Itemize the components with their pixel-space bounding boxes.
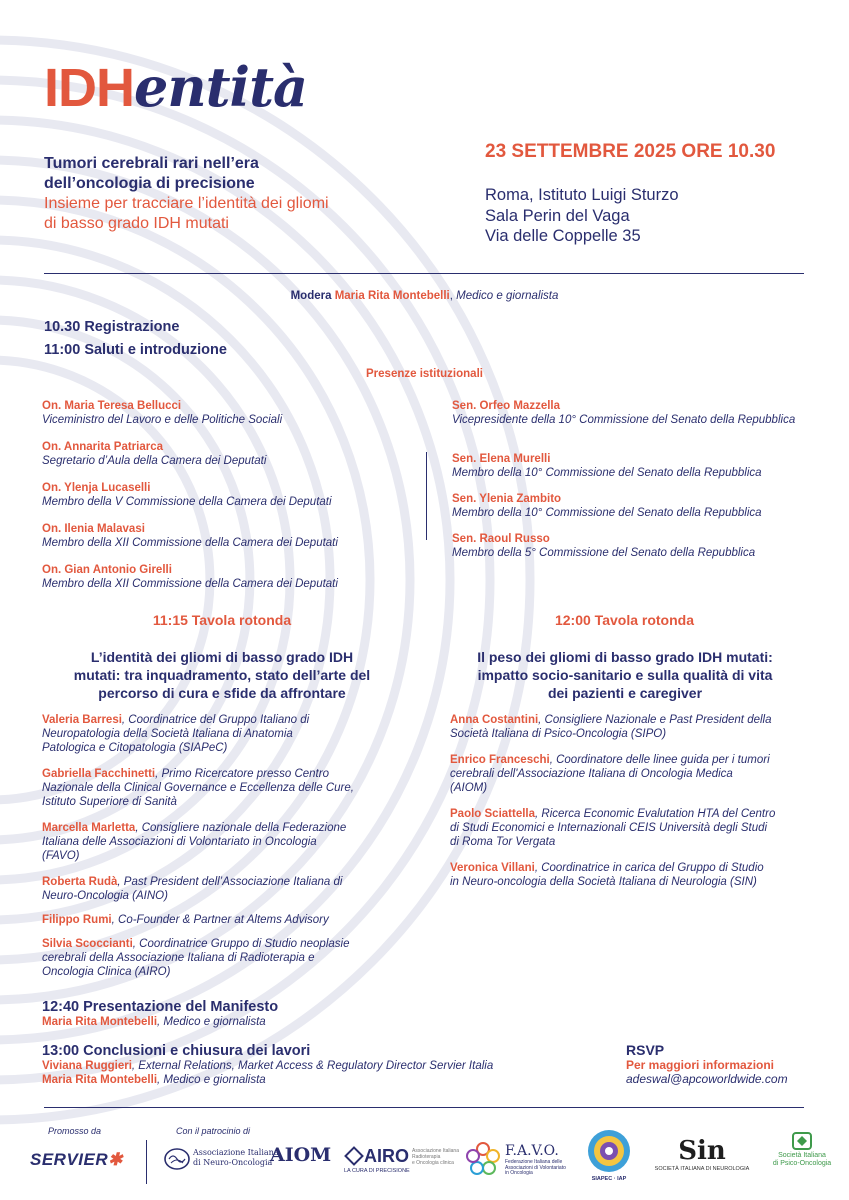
aiom-logo: AIOM [270,1144,332,1166]
servier-star-icon: ✱ [108,1150,123,1169]
closing-section [42,1043,602,1087]
speaker-name: Anna Costantini [450,714,539,726]
sin-logo: Sin SOCIETÀ ITALIANA DI NEUROLOGIA [654,1136,750,1172]
speaker-name: Roberta Rudà [42,876,118,888]
siapec-emblem-icon [586,1128,632,1174]
person-role: Membro della 5° Commissione del Senato della Repubblica [452,547,756,559]
logo-idh: IDH [44,58,134,118]
manifesto-role: , Medico e giornalista [157,1016,266,1028]
logo-entita: entità [134,55,308,119]
list-item [452,492,797,532]
rsvp-title: RSVP [626,1042,665,1058]
event-venue [485,185,679,247]
siapec-logo: SIAPEC · IAP [584,1128,634,1182]
person-role: Membro della V Commissione della Camera dei Deputati [42,496,332,508]
list-item [42,399,422,440]
round2-title-line-3: dei pazienti e caregiver [547,685,703,701]
institutional-divider [426,452,427,540]
person-name: On. Ylenja Lucaselli [42,482,151,494]
agenda-registration: 10.30 Registrazione [44,319,180,335]
sipo-emblem-icon [791,1131,813,1151]
round2-title-line-2: impatto socio-sanitario e sulla qualità di vita [477,667,773,683]
event-subtitle [44,154,404,234]
speaker-name: Marcella Marletta [42,822,136,834]
speaker-name: Veronica Villani [450,862,535,874]
round1-title-line-1: L’identità dei gliomi di basso grado IDH [90,649,354,665]
person-role: Membro della 10° Commissione del Senato della Repubblica [452,507,762,519]
moderator-name: Maria Rita Montebelli [334,290,450,302]
brain-icon [163,1147,191,1171]
list-item: Marcella Marletta, Consigliere nazionale della Federazione Italiana delle Associazioni di Volontariato in Oncologia (FAVO) [42,822,347,863]
moderator-role: Medico e giornalista [456,290,559,302]
speaker-name: Silvia Scoccianti [42,938,133,950]
speaker-name: Filippo Rumi [42,914,112,926]
manifesto-title: 12:40 Presentazione del Manifesto [42,999,279,1015]
round2-time: 12:00 Tavola rotonda [554,612,694,628]
person-role: Vicepresidente della 10° Commissione del Senato della Repubblica [452,414,796,426]
speaker-name: Gabriella Facchinetti [42,768,156,780]
venue-line-1: Roma, Istituto Luigi Sturzo [485,186,679,204]
round1-title [42,648,402,702]
round2-speakers [450,713,825,901]
patronage-label: Con il patrocinio di [176,1126,251,1136]
list-item [42,563,422,604]
subtitle-line-4: di basso grado IDH mutati [44,215,229,232]
divider-top [44,273,804,274]
list-item: Roberta Rudà, Past President dell’Associazione Italiana di Neuro-Oncologia (AINO) [42,876,343,903]
servier-logo: SERVIER✱ [30,1150,123,1169]
favo-flower-icon [465,1141,501,1177]
round1-title-line-2: mutati: tra inquadramento, stato dell’arte del [73,667,371,683]
speaker-name: Paolo Sciattella [450,808,536,820]
person-role: Membro della XII Commissione della Camera dei Deputati [42,578,338,590]
subtitle-line-2: dell’oncologia di precisione [44,175,255,192]
institutional-title: Presenze istituzionali [366,368,483,380]
person-name: Sen. Ylenia Zambito [452,493,562,505]
event-date: 23 SETTEMBRE 2025 ORE 10.30 [485,141,776,162]
person-name: On. Ilenia Malavasi [42,523,145,535]
list-item: Paolo Sciattella, Ricerca Economic Evalutation HTA del Centro di Studi Economici e Internazionali CEIS Università degli Studi di Roma Tor Vergata [450,808,776,849]
subtitle-line-1: Tumori cerebrali rari nell’era [44,155,259,172]
list-item: Filippo Rumi, Co-Founder & Partner at Altems Advisory [42,914,329,926]
aino-logo: Associazione Italiana di Neuro-Oncologia [163,1147,191,1176]
list-item [42,440,422,481]
list-item [452,399,797,452]
list-item [42,481,422,522]
list-item: Enrico Franceschi, Coordinatore delle linee guida per i tumori cerebrali dell'Associazione Italiana di Oncologia Medica (AIOM) [450,754,770,795]
person-role: Viceministro del Lavoro e delle Politiche Sociali [42,414,283,426]
closing-role-2: , Medico e giornalista [157,1074,266,1087]
list-item [452,532,797,572]
sipo-logo: Società Italiana di Psico-Oncologia [762,1131,842,1168]
round1-title-line-3: percorso di cura e sfide da affrontare [98,685,346,701]
closing-role-1: , External Relations, Market Access & Regulatory Director Servier Italia [131,1060,494,1072]
person-name: Sen. Raoul Russo [452,533,550,545]
person-name: On. Annarita Patriarca [42,441,164,453]
agenda-welcome: 11:00 Saluti e introduzione [44,342,227,358]
footer-divider [146,1140,147,1184]
list-item: Gabriella Facchinetti, Primo Ricercatore presso Centro Nazionale della Clinical Governance e Eccellenza delle Cure, Istituto Superiore di Sanità [42,768,354,809]
closing-title: 13:00 Conclusioni e chiusura dei lavori [42,1043,311,1059]
round2-title [440,648,810,702]
rsvp-email-link[interactable]: adeswal@apcoworldwide.com [626,1072,788,1086]
person-role: Membro della 10° Commissione del Senato della Repubblica [452,467,762,479]
round1-speakers [42,713,422,991]
moderator-label: Modera [290,290,332,302]
closing-name-1: Viviana Ruggieri [42,1060,132,1072]
person-role: Segretario d’Aula della Camera dei Deputati [42,455,267,467]
airo-symbol-icon [344,1146,364,1166]
round1-time: 11:15 Tavola rotonda [152,612,292,628]
person-role: Membro della XII Commissione della Camera dei Deputati [42,537,338,549]
list-item [452,452,797,492]
list-item: Silvia Scoccianti, Coordinatrice Gruppo di Studio neoplasie cerebrali della Associazione Italiana di Radioterapia e Oncologia Clinica (AIRO) [42,938,350,979]
subtitle-line-3: Insieme per tracciare l’identità dei gliomi [44,195,329,212]
venue-line-2: Sala Perin del Vaga [485,206,630,225]
rsvp-subtitle: Per maggiori informazioni [626,1058,775,1072]
list-item: Anna Costantini, Consigliere Nazionale e Past President della Società Italiana di Psico-Oncologia (SIPO) [450,714,772,741]
venue-line-3: Via delle Coppelle 35 [485,227,641,245]
manifesto-section [42,999,542,1029]
speaker-name: Valeria Barresi [42,714,122,726]
closing-name-2: Maria Rita Montebelli [42,1074,158,1087]
idhentita-logo [44,55,308,119]
speaker-name: Enrico Franceschi [450,754,550,766]
person-name: On. Maria Teresa Bellucci [42,400,182,412]
person-name: Sen. Orfeo Mazzella [452,400,561,412]
person-name: Sen. Elena Murelli [452,453,551,465]
list-item: Valeria Barresi, Coordinatrice del Gruppo Italiano di Neuropatologia della Società Italiana di Anatomia Patologica e Citopatologia (SIAPeC) [42,714,310,755]
person-name: On. Gian Antonio Girelli [42,564,172,576]
rsvp-section [626,1042,836,1086]
divider-bottom [44,1107,804,1108]
institutional-right-list [452,399,797,572]
list-item: Veronica Villani, Coordinatrice in carica del Gruppo di Studio in Neuro-oncologia della Società Italiana di Neurologia (SIN) [450,862,764,889]
round2-title-line-1: Il peso dei gliomi di basso grado IDH mutati: [477,649,773,665]
institutional-left-list [42,399,422,604]
list-item [42,522,422,563]
promoted-label: Promosso da [48,1126,102,1136]
moderator-line: Modera Maria Rita Montebelli, Medico e giornalista [290,290,559,302]
manifesto-name: Maria Rita Montebelli [42,1016,158,1028]
